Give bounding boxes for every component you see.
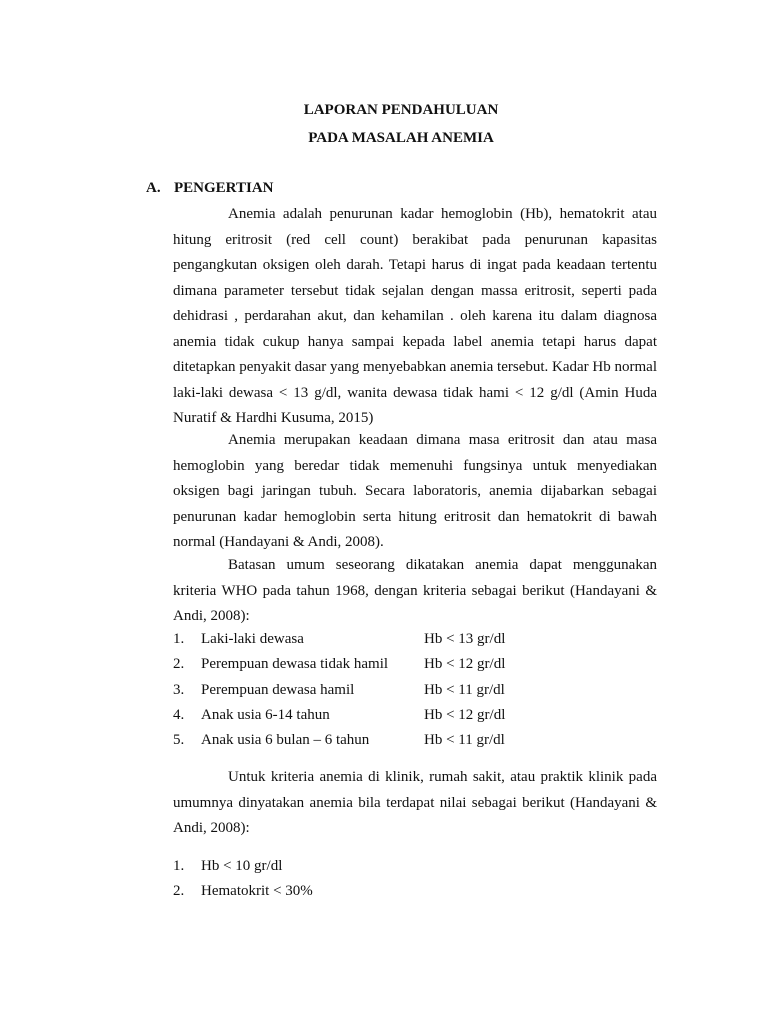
list-item: 2. Hematokrit < 30% [173,883,313,900]
section-number: A. [146,180,161,196]
document-title-line-2: PADA MASALAH ANEMIA [308,130,494,146]
list-item: 4. Anak usia 6-14 tahun Hb < 12 gr/dl [173,706,506,723]
paragraph-erythrocyte-mass: Anemia merupakan keadaan dimana masa eritrosit dan atau masa hemoglobin yang beredar tidak memenuhi fungsinya untuk menyediakan oksigen bagi jaringan tubuh. Secara laboratoris, anemia dijabarkan sebagai penurunan kadar hemoglobin serta hitung eritrosit dan hematokrit di bawah normal (Handayani & Andi, 2008). [173,432,657,550]
section-heading [146,178,274,198]
section-title: PENGERTIAN [174,180,274,196]
list-item: 1. Laki-laki dewasa Hb < 13 gr/dl [173,631,506,647]
paragraph-clinical-intro: Untuk kriteria anemia di klinik, rumah sakit, atau praktik klinik pada umumnya dinyatakan anemia bila terdapat nilai sebagai berikut (Handayani & Andi, 2008): [173,769,657,836]
list-item: 2. Perempuan dewasa tidak hamil Hb < 12 gr/dl [173,656,506,673]
paragraph-who-intro: Batasan umum seseorang dikatakan anemia dapat menggunakan kriteria WHO pada tahun 1968, dengan kriteria sebagai berikut (Handayani & Andi, 2008): [173,557,657,624]
list-item: 3. Perempuan dewasa hamil Hb < 11 gr/dl [173,681,505,698]
paragraph-definition: Anemia adalah penurunan kadar hemoglobin (Hb), hematokrit atau hitung eritrosit (red cell count) berakibat pada penurunan kapasitas pengangkutan oksigen oleh darah. Tetapi harus di ingat pada keadaan tertentu dimana parameter tersebut tidak sejalan dengan massa eritrosit, seperti pada dehidrasi , perdarahan akut, dan kehamilan . oleh karena itu dalam diagnosa anemia tidak cukup hanya sampai kepada label anemia tetapi harus dapat ditetapkan penyakit dasar yang menyebabkan anemia tersebut. Kadar Hb normal laki-laki dewasa < 13 g/dl, wanita dewasa tidak hami < 12 g/dl (Amin Huda Nuratif & Hardhi Kusuma, 2015) [173,206,657,426]
list-item: 5. Anak usia 6 bulan – 6 tahun Hb < 11 gr/dl [173,732,505,749]
clinical-criteria-list [173,854,313,905]
document-title-line-1: LAPORAN PENDAHULUAN [303,102,499,118]
list-item: 1. Hb < 10 gr/dl [173,858,283,874]
who-criteria-list [173,627,505,753]
